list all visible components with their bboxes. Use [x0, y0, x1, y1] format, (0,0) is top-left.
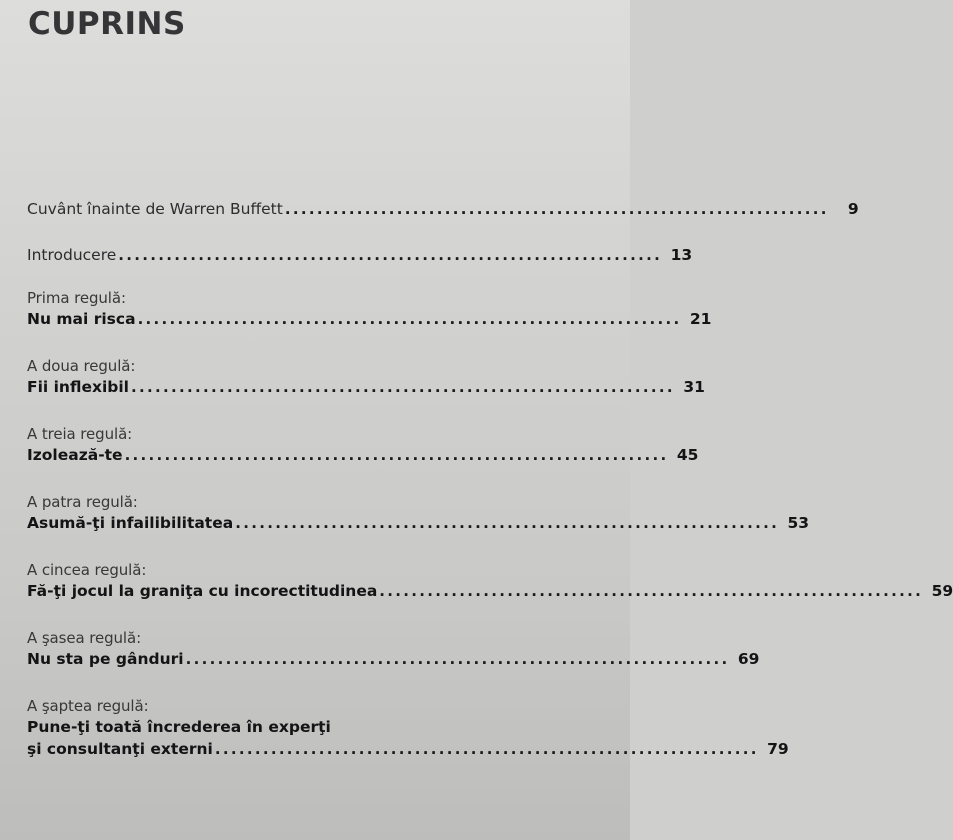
- toc-entry-introduction: [27, 244, 693, 266]
- rule-label: A cincea regulă:: [27, 561, 147, 579]
- toc-entry-rule-3: [27, 424, 699, 466]
- dot-leader: ....................................................................: [131, 378, 675, 396]
- toc-entry-rule-1: [27, 288, 712, 330]
- page-title: CUPRINS: [28, 6, 186, 42]
- dot-leader: ....................................................................: [118, 246, 663, 264]
- toc-page-number: 69: [737, 650, 760, 668]
- rule-label: A şasea regulă:: [27, 629, 142, 647]
- dot-leader: ....................................................................: [235, 514, 780, 532]
- rule-label: A doua regulă:: [27, 357, 136, 375]
- toc-entry-foreword: [27, 198, 859, 220]
- toc-page-number: 9: [847, 200, 859, 218]
- dot-leader: ....................................................................: [124, 446, 669, 464]
- toc-entry-title: Fii inflexibil: [27, 378, 129, 396]
- dot-leader: ....................................................................: [379, 582, 924, 600]
- toc-entry-title: Nu mai risca: [27, 310, 136, 328]
- toc-page-number: 31: [683, 378, 705, 396]
- toc-entry-title: Introducere: [27, 246, 117, 264]
- rule-label: Prima regulă:: [27, 289, 126, 307]
- dot-leader: ....................................................................: [185, 650, 730, 668]
- rule-label: A patra regulă:: [27, 493, 138, 511]
- toc-entry-rule-5: [27, 560, 953, 602]
- toc-entry-rule-4: [27, 492, 810, 534]
- toc-entry-rule-6: [27, 628, 760, 670]
- rule-label: A treia regulă:: [27, 425, 133, 443]
- toc-entry-title: Fă-ţi jocul la graniţa cu incorectitudinea: [27, 582, 378, 600]
- toc-entry-title: şi consultanţi externi: [27, 740, 213, 758]
- toc-page-number: 13: [670, 246, 693, 264]
- dot-leader: ....................................................................: [284, 200, 829, 218]
- toc-entry-rule-7: [27, 696, 789, 760]
- dot-leader: ....................................................................: [137, 310, 682, 328]
- toc-page-number: 21: [689, 310, 712, 328]
- toc-entry-title: Asumă-ţi infailibilitatea: [27, 514, 234, 532]
- toc-page-number: 79: [767, 740, 789, 758]
- toc-page-number: 53: [787, 514, 810, 532]
- toc-entry-title: Izolează-te: [27, 446, 123, 464]
- rule-label: A şaptea regulă:: [27, 697, 149, 715]
- dot-leader: ....................................................................: [214, 740, 759, 758]
- table-of-contents: [27, 198, 953, 786]
- toc-entry-title-line-1: Pune-ţi toată încrederea în experţi: [27, 718, 331, 736]
- toc-entry-title: Nu sta pe gânduri: [27, 650, 184, 668]
- toc-page-number: 45: [676, 446, 699, 464]
- toc-entry-title: Cuvânt înainte de Warren Buffett: [27, 200, 283, 218]
- toc-entry-rule-2: [27, 356, 705, 398]
- toc-page-number: 59: [931, 582, 953, 600]
